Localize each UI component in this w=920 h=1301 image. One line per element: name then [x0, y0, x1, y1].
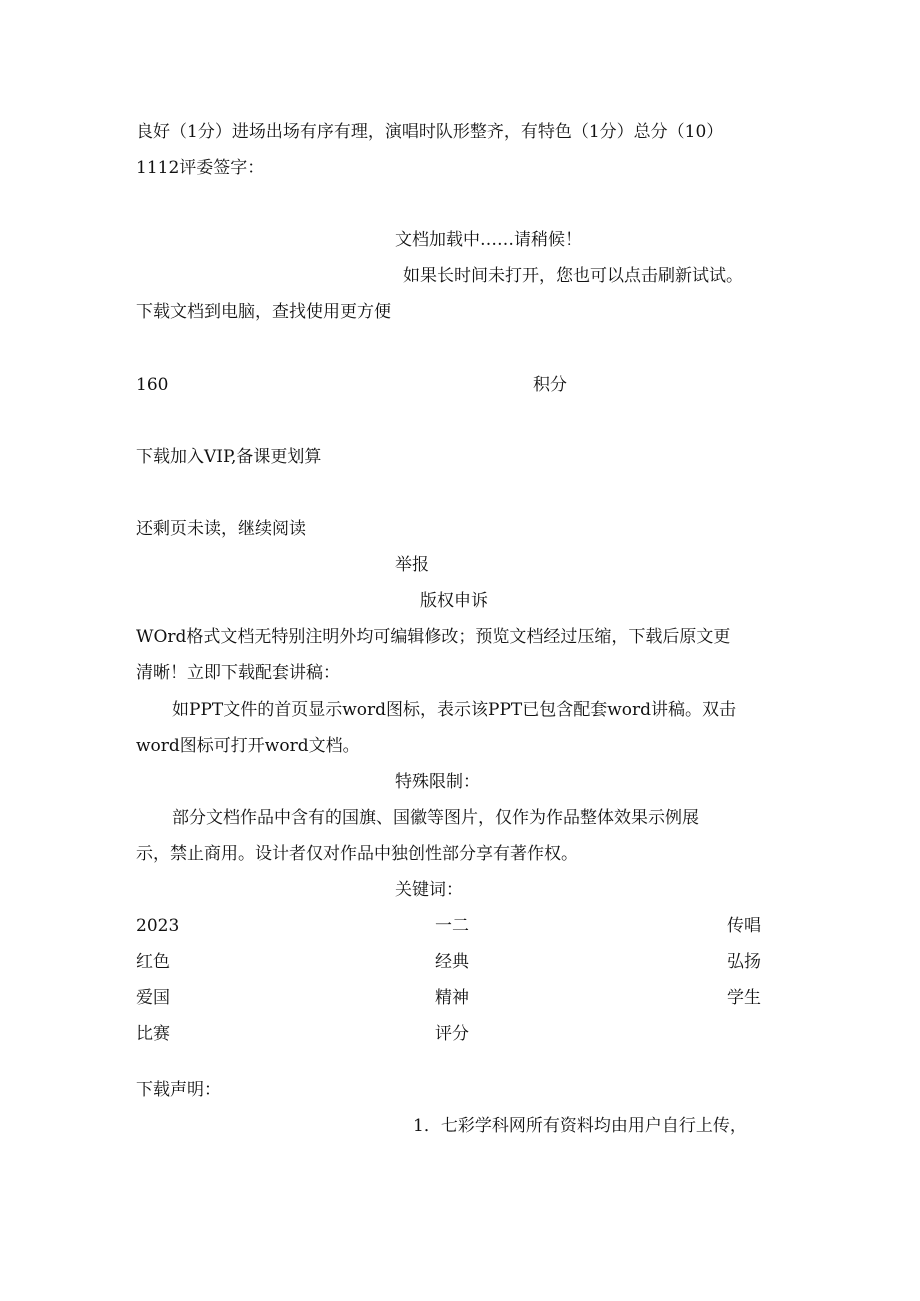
keyword[interactable]: 评分	[435, 1024, 469, 1044]
keyword[interactable]: 2023	[136, 916, 180, 936]
keyword[interactable]: 传唱	[727, 916, 761, 936]
disclaimer-item: 1．七彩学科网所有资料均由用户自行上传，	[413, 1116, 747, 1136]
score-line: 良好（1分）进场出场有序有理，演唱时队形整齐，有特色（1分）总分（10）	[136, 122, 724, 142]
special-restriction-title: 特殊限制：	[395, 772, 480, 792]
points-label: 积分	[533, 375, 567, 395]
copyright-appeal-link[interactable]: 版权申诉	[420, 591, 488, 611]
disclaimer-title: 下载声明：	[136, 1080, 221, 1100]
keyword[interactable]: 经典	[435, 952, 469, 972]
keyword[interactable]: 爱国	[136, 988, 170, 1008]
loading-text: 文档加载中……请稍候！	[395, 230, 582, 250]
continue-reading-link[interactable]: 还剩页未读，继续阅读	[136, 519, 306, 539]
refresh-link[interactable]: 如果长时间未打开，您也可以点击刷新试试。	[403, 266, 743, 286]
report-link[interactable]: 举报	[395, 555, 429, 575]
vip-link[interactable]: 下载加入VIP,备课更划算	[136, 447, 322, 467]
special-restriction-text: 部分文档作品中含有的国旗、国徽等图片，仅作为作品整体效果示例展	[172, 808, 699, 828]
keyword[interactable]: 红色	[136, 952, 170, 972]
points-value: 160	[136, 375, 169, 395]
special-restriction-text-cont: 示，禁止商用。设计者仅对作品中独创性部分享有著作权。	[136, 844, 578, 864]
keyword[interactable]: 比赛	[136, 1024, 170, 1044]
download-to-pc-link[interactable]: 下载文档到电脑，查找使用更方便	[136, 302, 391, 322]
word-format-note-cont: 清晰！立即下载配套讲稿：	[136, 663, 340, 683]
ppt-note: 如PPT文件的首页显示word图标，表示该PPT已包含配套word讲稿。双击	[172, 700, 737, 720]
keyword[interactable]: 学生	[727, 988, 761, 1008]
keyword[interactable]: 弘扬	[727, 952, 761, 972]
judge-sign-line: 1112评委签字：	[136, 158, 265, 178]
keyword[interactable]: 一二	[435, 916, 469, 936]
word-format-note: WOrd格式文档无特别注明外均可编辑修改；预览文档经过压缩，下载后原文更	[136, 627, 731, 647]
keywords-title: 关键词：	[395, 880, 463, 900]
keyword[interactable]: 精神	[435, 988, 469, 1008]
ppt-note-cont: word图标可打开word文档。	[136, 736, 360, 756]
